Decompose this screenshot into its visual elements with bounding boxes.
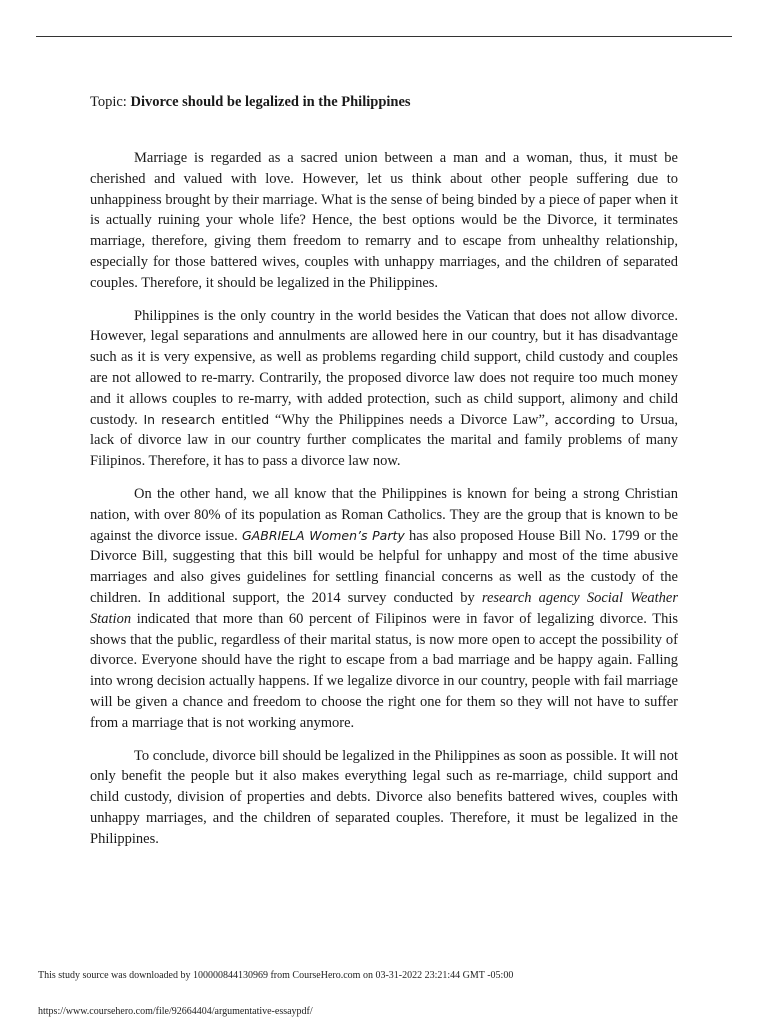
paragraph-2-quoted-title: “Why the Philippines needs a Divorce Law”, [274,411,549,428]
paragraph-conclusion: To conclude, divorce bill should be legalized in the Philippines as soon as possible. It will not only benefit the people but it also makes everything legal such as re-marriage, child support and child custody, division of properties and debts. Divorce also benefits battered wives, couples with unhappy marriages, and the children of separated couples. Therefore, it must be legalized in the Philippines. [90,747,678,847]
paragraph-3-text-e: indicated that more than 60 percent of Filipinos were in favor of legalizing divorce. This shows that the public, regardless of their marital status, is now more open to accept the possibility of divorce. Everyone should have the right to escape from a bad marriage and be happy again. Falling into wrong decision actually happens. If we legalize divorce in our country, people with fail marriage will be given a chance and freedom to choose the right one for them so they will not have to suffer from a marriage that is not working anymore. [90,610,679,731]
paragraph-other-hand [90,484,678,734]
essay-body [90,92,678,862]
source-url[interactable]: https://www.coursehero.com/file/92664404/argumentative-essaypdf/ [38,1006,313,1017]
paragraph-3-sws: research agency Social Weather Station [90,589,678,627]
topic-title: Divorce should be legalized in the Philippines [130,94,411,110]
paragraph-2-research-phrase: In research entitled [143,411,270,427]
paragraph-3-gabriela: GABRIELA Women’s Party [242,527,405,543]
paragraph-3-text-a: On the other hand, we all know that the Philippines is known for being a strong Christian nation, with over 80% of its population as Roman Catholics. They are the group that is known to be against the divorce issue. [90,485,678,544]
paragraph-vatican [90,306,678,472]
paragraph-2-according-phrase: according to [554,411,635,427]
download-notice: This study source was downloaded by 100000844130969 from CourseHero.com on 03-31-2022 23:21:44 GMT -05:00 [38,970,514,981]
paragraph-introduction: Marriage is regarded as a sacred union between a man and a woman, thus, it must be cherished and valued with love. However, let us think about other people suffering due to unhappiness brought by their marriage. What is the sense of being binded by a piece of paper when it is actually ruining your whole life? Hence, the best options would be the Divorce, it terminates marriage, therefore, giving them freedom to remarry and to escape from unhealthy relationship, especially for those battered wives, couples with unhappy marriages, and the children of separated couples. Therefore, it should be legalized in the Philippines. [90,150,678,291]
paragraph-3-text-c: has also proposed House Bill No. 1799 or the Divorce Bill, suggesting that this bill would be helpful for unhappy and most of the time abusive marriages and also gives guidelines for settling financial concerns as well as the custody of the children. In additional support, the 2014 survey conducted by [90,527,679,606]
header-rule [36,36,732,37]
paragraph-2-text-a: Philippines is the only country in the world besides the Vatican that does not allow divorce. However, legal separations and annulments are allowed here in our country, but it has disadvantage such as it is very expensive, as well as problems regarding child support, child custody and couples are not allowed to re-marry. Contrarily, the proposed divorce law does not require too much money and it allows couples to re-marry, with added protection, such as child support, alimony and child custody. [90,307,678,428]
topic-label: Topic: [90,94,127,110]
topic-line [90,92,678,112]
paragraph-2-text-e: Ursua, lack of divorce law in our country further complicates the marital and family problems of many Filipinos. Therefore, it has to pass a divorce law now. [90,411,679,470]
